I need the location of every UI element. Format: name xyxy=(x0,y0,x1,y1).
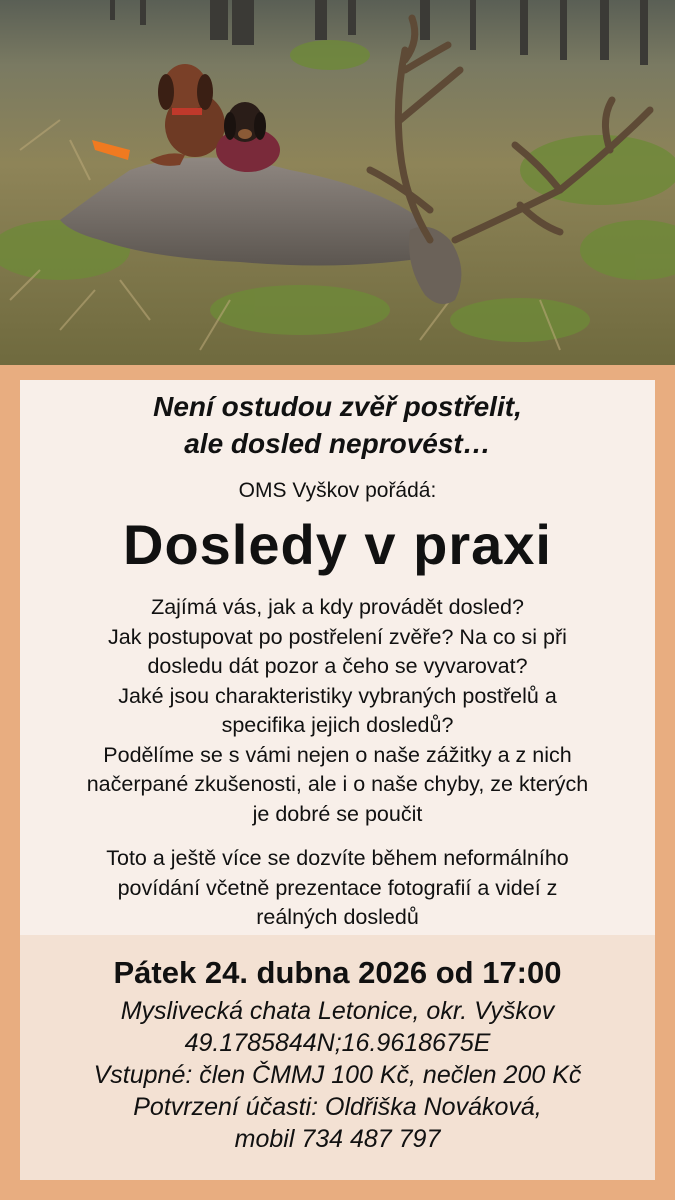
hero-photo xyxy=(0,0,675,365)
detail-line: povídání včetně prezentace fotografií a videí z xyxy=(117,875,558,900)
event-contact: Potvrzení účasti: Oldřiška Nováková, xyxy=(133,1093,542,1121)
intro-line: je dobré se poučit xyxy=(252,801,423,826)
intro-line: Jak postupovat po postřelení zvěře? Na co si při xyxy=(108,624,567,649)
intro-line: Podělíme se s vámi nejen o naše zážitky a z nich xyxy=(103,742,572,767)
event-info-card xyxy=(20,380,655,935)
forest-deer-image xyxy=(0,0,675,365)
event-details xyxy=(20,995,655,1155)
detail-line: reálných dosledů xyxy=(256,905,419,929)
detail-paragraph xyxy=(20,844,655,933)
event-gps: 49.1785844N;16.9618675E xyxy=(184,1029,491,1057)
event-details-card xyxy=(20,935,655,1180)
page-title: Dosledy v praxi xyxy=(123,513,552,576)
intro-line: specifika jejich dosledů? xyxy=(221,713,454,737)
intro-line: Zajímá vás, jak a kdy provádět dosled? xyxy=(151,595,524,619)
headline-line: Není ostudou zvěř postřelit, xyxy=(153,391,522,422)
intro-paragraph xyxy=(20,593,655,829)
intro-line: načerpané zkušenosti, ale i o naše chyby, ze kterých xyxy=(86,772,589,796)
event-phone: mobil 734 487 797 xyxy=(234,1125,441,1153)
event-date: Pátek 24. dubna 2026 od 17:00 xyxy=(113,955,562,990)
organizer-text: OMS Vyškov pořádá: xyxy=(238,479,437,502)
detail-line: Toto a ještě více se dozvíte během neformálního xyxy=(106,846,569,870)
intro-line: dosledu dát pozor a čeho se vyvarovat? xyxy=(147,654,528,678)
headline xyxy=(20,388,655,462)
headline-line: ale dosled neprovést… xyxy=(184,428,491,459)
intro-line: Jaké jsou charakteristiky vybraných postřelů a xyxy=(118,683,557,708)
event-location: Myslivecká chata Letonice, okr. Vyškov xyxy=(120,997,555,1025)
event-fee: Vstupné: člen ČMMJ 100 Kč, nečlen 200 Kč xyxy=(93,1061,582,1089)
